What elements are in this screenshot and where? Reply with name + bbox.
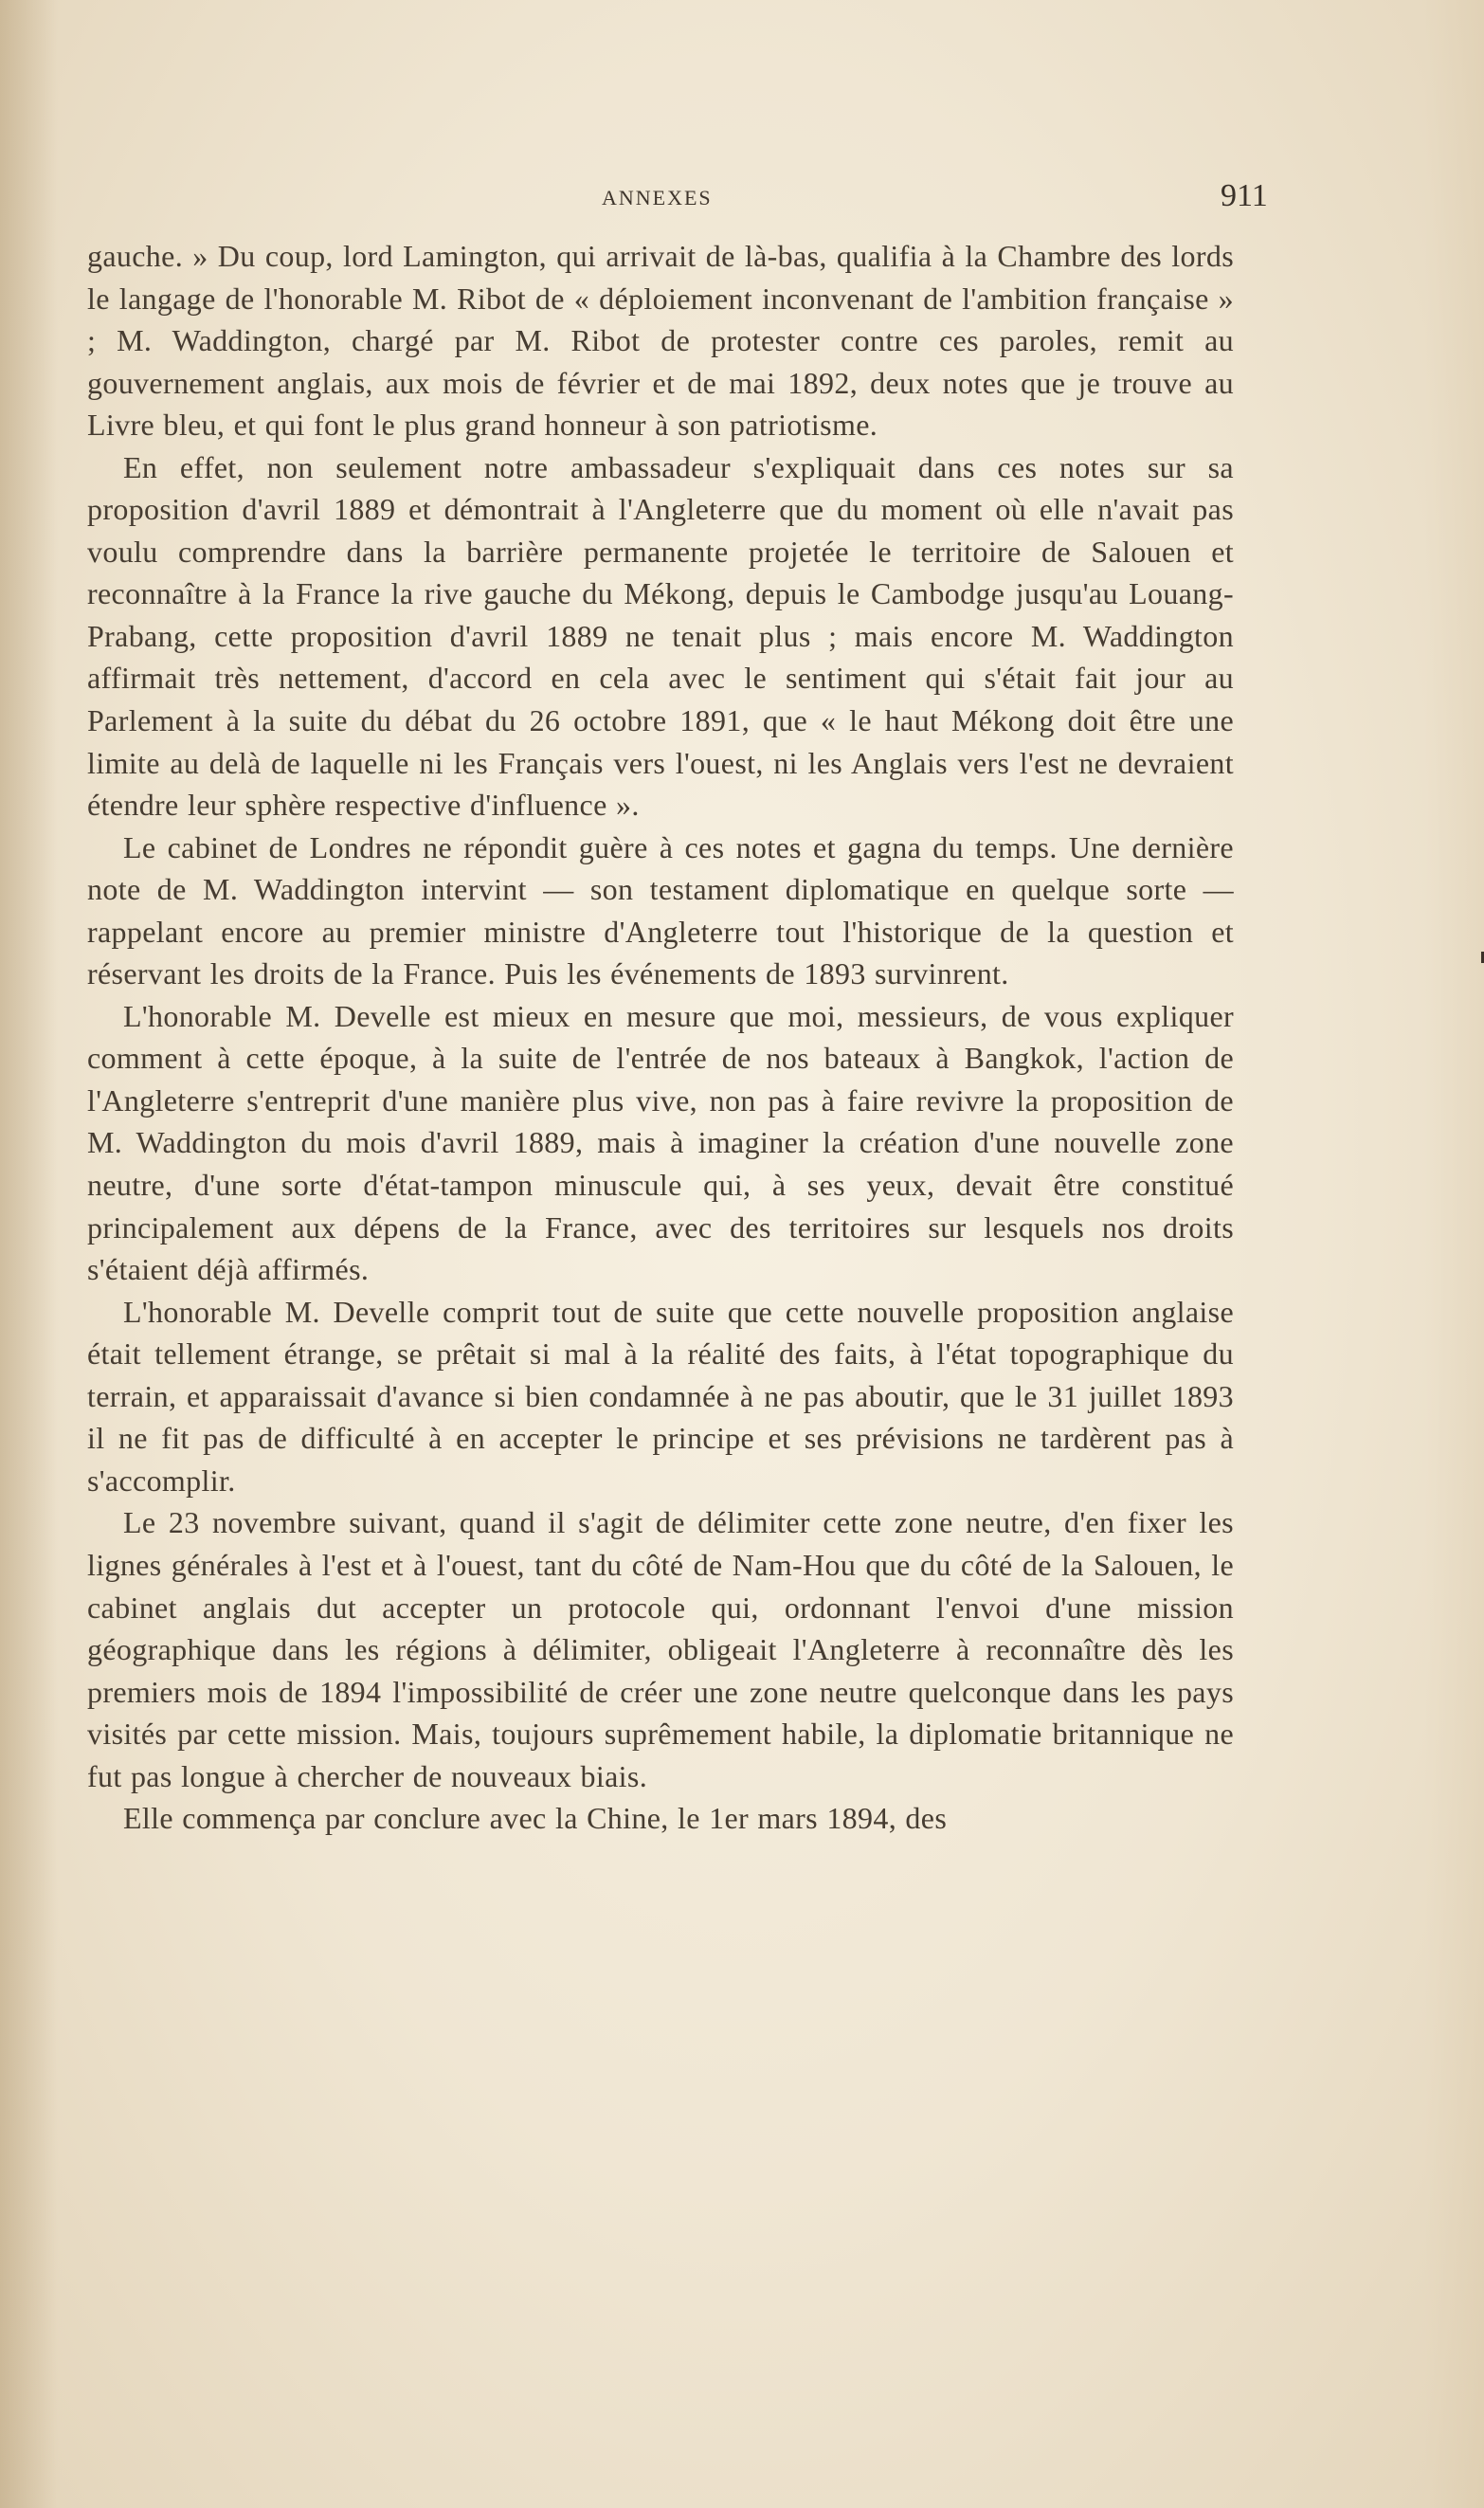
page-header <box>0 178 1484 226</box>
paragraph: L'honorable M. Develle est mieux en mesure que moi, messieurs, de vous expliquer comment à cette époque, à la suite de l'entrée de nos bateaux à Bangkok, l'action de l'Angleterre s'entreprit d'une manière plus vive, non pas à faire revivre la proposition de M. Waddington du mois d'avril 1889, mais à imaginer la création d'une nouvelle zone neutre, d'une sorte d'état-tampon minuscule qui, à ses yeux, devait être constitué principalement aux dépens de la France, avec des territoires sur lesquels nos droits s'étaient déjà affirmés. <box>87 998 1234 1287</box>
paragraph: L'honorable M. Develle comprit tout de suite que cette nouvelle proposition anglaise était tellement étrange, se prêtait si mal à la réalité des faits, à l'état topographique du terrain, et apparaissait d'avance si bien condamnée à ne pas aboutir, que le 31 juillet 1893 il ne fit pas de difficulté à en accepter le principe et ses prévisions ne tardèrent pas à s'accomplir. <box>87 1294 1234 1498</box>
paragraph: Le cabinet de Londres ne répondit guère à ces notes et gagna du temps. Une dernière note de M. Waddington intervint — son testament diplomatique en quelque sorte — rappelant encore au premier ministre d'Angleterre tout l'historique de la question et réservant les droits de la France. Puis les événements de 1893 survinrent. <box>87 829 1234 991</box>
running-head: ANNEXES <box>602 186 713 209</box>
page-number: 911 <box>1221 178 1268 213</box>
paragraph: Elle commença par conclure avec la Chine, le 1er mars 1894, des <box>123 1801 948 1836</box>
paragraph: Le 23 novembre suivant, quand il s'agit de délimiter cette zone neutre, d'en fixer les lignes générales à l'est et à l'ouest, tant du côté de Nam-Hou que du côté de la Salouen, le cabinet anglais dut accepter un protocole qui, ordonnant l'envoi d'une mission géographique dans les régions à délimiter, obligeait l'Angleterre à reconnaître dès les premiers mois de 1894 l'impossibilité de créer une zone neutre quelconque dans les pays visités par cette mission. Mais, toujours suprêmement habile, la diplomatie britannique ne fut pas longue à chercher de nouveaux biais. <box>87 1505 1234 1793</box>
paragraph: En effet, non seulement notre ambassadeur s'expliquait dans ces notes sur sa proposition d'avril 1889 et démontrait à l'Angleterre que du moment où elle n'avait pas voulu comprendre dans la barrière permanente projetée le territoire de Salouen et reconnaître à la France la rive gauche du Mékong, depuis le Cambodge jusqu'au Louang-Prabang, cette proposition d'avril 1889 ne tenait plus ; mais encore M. Waddington affirmait très nettement, d'accord en cela avec le sentiment qui s'était fait jour au Parlement à la suite du débat du 26 octobre 1891, que « le haut Mékong doit être une limite au delà de laquelle ni les Français vers l'ouest, ni les Anglais vers l'est ne devraient étendre leur sphère respective d'influence ». <box>87 449 1234 823</box>
body-text <box>87 235 1234 1840</box>
page-fold-shadow <box>0 0 57 2508</box>
paragraph: gauche. » Du coup, lord Lamington, qui arrivait de là-bas, qualifia à la Chambre des lords le langage de l'honorable M. Ribot de « déploiement inconvenant de l'ambition française » ; M. Waddington, chargé par M. Ribot de protester contre ces paroles, remit au gouvernement anglais, aux mois de février et de mai 1892, deux notes que je trouve au Livre bleu, et qui font le plus grand honneur à son patriotisme. <box>87 239 1234 443</box>
